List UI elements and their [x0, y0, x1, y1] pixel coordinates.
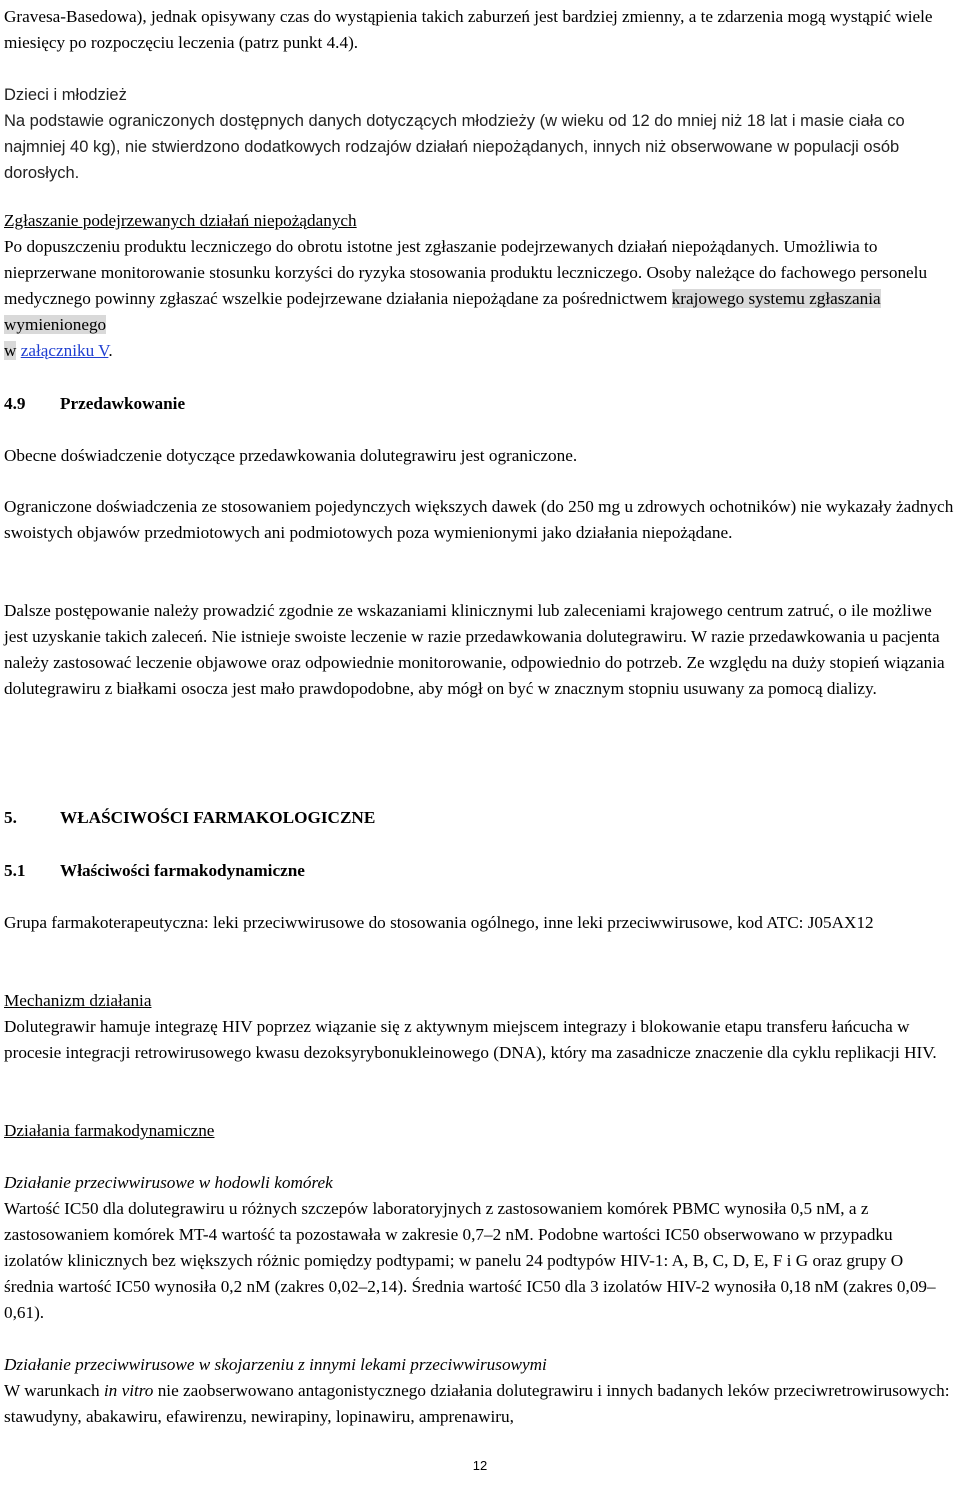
- reporting-text-a: Po dopuszczeniu produktu leczniczego do obrotu istotne jest zgłaszanie podejrzewanych działań niepożądanych.: [4, 237, 780, 256]
- overdose-p2: Ograniczone doświadczenia ze stosowaniem pojedynczych większych dawek (do 250 mg u zdrowych ochotników) nie wykazały żadnych swoistych objawów przedmiotowych ani podmiotowych poza wymienionymi jako działania niepożądane.: [4, 497, 954, 542]
- page-number: 12: [472, 1458, 488, 1473]
- section-cell-culture: [4, 1170, 956, 1326]
- children-text: Na podstawie ograniczonych dostępnych danych dotyczących młodzieży (w wieku od 12 do mniej niż 18 lat i masie ciała co najmniej 40 kg), nie stwierdzono dodatkowych rodzajów działań niepożądanych, innych niż obserwowane w populacji osób dorosłych.: [4, 112, 905, 182]
- cell-culture-text: Wartość IC50 dla dolutegrawiru u różnych szczepów laboratoryjnych z zastosowaniem komórek PBMC wynosiła 0,5 nM, a z zastosowaniem komórek MT-4 wartość ta pozostawała w zakresie 0,7–2 nM. Podobne wartości IC50 obserwowano w przypadku izolatów klinicznych bez większych różnic pomiędzy podtypami; w panelu 24 podtypów HIV-1: A, B, C, D, E, F i G oraz grupy O średnia wartość IC50 wynosiła 0,2 nM (zakres 0,02–2,14). Średnia wartość IC50 dla 3 izolatów HIV-2 wynosiła 0,18 nM (zakres 0,09–0,61).: [4, 1199, 936, 1322]
- reporting-text: [4, 234, 956, 364]
- pharmacotherapeutic-group: Grupa farmakoterapeutyczna: leki przeciwwirusowe do stosowania ogólnego, inne leki przeciwwirusowe, kod ATC: J05AX12: [4, 913, 874, 932]
- combination-text-a: W warunkach: [4, 1381, 100, 1400]
- mechanism-heading: Mechanizm działania: [4, 991, 152, 1010]
- reporting-end: .: [108, 341, 113, 360]
- heading-4-9-number: 4.9: [4, 394, 26, 413]
- reporting-heading: Zgłaszanie podejrzewanych działań niepożądanych: [4, 211, 357, 230]
- mechanism-text: Dolutegrawir hamuje integrazę HIV poprzez wiązanie się z aktywnym miejscem integrazy i blokowanie etapu transferu łańcucha w procesie integracji retrowirusowego kwasu dezoksyrybonukleinowego (DNA), który ma zasadnicze znaczenie dla cyklu replikacji HIV.: [4, 1017, 937, 1062]
- children-heading: Dzieci i młodzież: [4, 86, 127, 104]
- heading-5-1: [4, 858, 956, 884]
- reporting-highlight-2: w: [4, 341, 17, 360]
- paragraph-continuation: Gravesa-Basedowa), jednak opisywany czas do wystąpienia takich zaburzeń jest bardziej zmienny, a te zdarzenia mogą wystąpić wiele miesięcy po rozpoczęciu leczenia (patrz punkt 4.4).: [4, 7, 933, 52]
- reporting-text-c: Osoby należące do fachowego personelu medycznego powinny zgłaszać wszelkie podejrzewane działania niepożądane za pośrednictwem: [4, 263, 928, 308]
- combination-heading: Działanie przeciwwirusowe w skojarzeniu z innymi lekami przeciwwirusowymi: [4, 1355, 547, 1374]
- heading-5-1-number: 5.1: [4, 861, 26, 880]
- combination-in-vitro: in vitro: [103, 1381, 154, 1400]
- section-reporting: [4, 208, 956, 364]
- heading-4-9-title: Przedawkowanie: [60, 394, 186, 413]
- annex-v-link[interactable]: załączniku V: [20, 341, 109, 360]
- pharmacodynamic-heading: Działania farmakodynamiczne: [4, 1121, 215, 1140]
- heading-5-number: 5.: [4, 808, 17, 827]
- combination-text: [4, 1378, 956, 1430]
- combination-text-b: nie zaobserwowano antagonistycznego działania dolutegrawiru i innych badanych leków przeciwretrowirusowych: stawudyny, abakawiru, efawirenzu, newirapiny, lopinawiru, amprenawiru,: [4, 1381, 950, 1426]
- section-combination: [4, 1352, 956, 1430]
- overdose-p1: Obecne doświadczenie dotyczące przedawkowania dolutegrawiru jest ograniczone.: [4, 446, 578, 465]
- heading-5: [4, 805, 956, 831]
- reporting-text-b: Umożliwia to nieprzerwane monitorowanie stosunku korzyści do ryzyka stosowania produktu leczniczego.: [4, 237, 878, 282]
- heading-5-title: WŁAŚCIWOŚCI FARMAKOLOGICZNE: [60, 808, 376, 827]
- heading-5-1-title: Właściwości farmakodynamiczne: [60, 861, 305, 880]
- heading-4-9: [4, 391, 956, 417]
- cell-culture-heading: Działanie przeciwwirusowe w hodowli komórek: [4, 1173, 333, 1192]
- section-children: [4, 82, 956, 186]
- section-mechanism: [4, 988, 956, 1066]
- reporting-highlight-1: krajowego systemu zgłaszania wymienionego: [4, 289, 881, 334]
- overdose-p3: Dalsze postępowanie należy prowadzić zgodnie ze wskazaniami klinicznymi lub zaleceniami krajowego centrum zatruć, o ile możliwe jest uzyskanie takich zaleceń. Nie istnieje swoiste leczenie w razie przedawkowania dolutegrawiru. W razie przedawkowania u pacjenta należy zastosować leczenie objawowe oraz odpowiednie monitorowanie, odpowiednio do potrzeb. Ze względu na duży stopień wiązania dolutegrawiru z białkami osocza jest mało prawdopodobne, aby mógł on być w znacznym stopniu usuwany za pomocą dializy.: [4, 601, 945, 698]
